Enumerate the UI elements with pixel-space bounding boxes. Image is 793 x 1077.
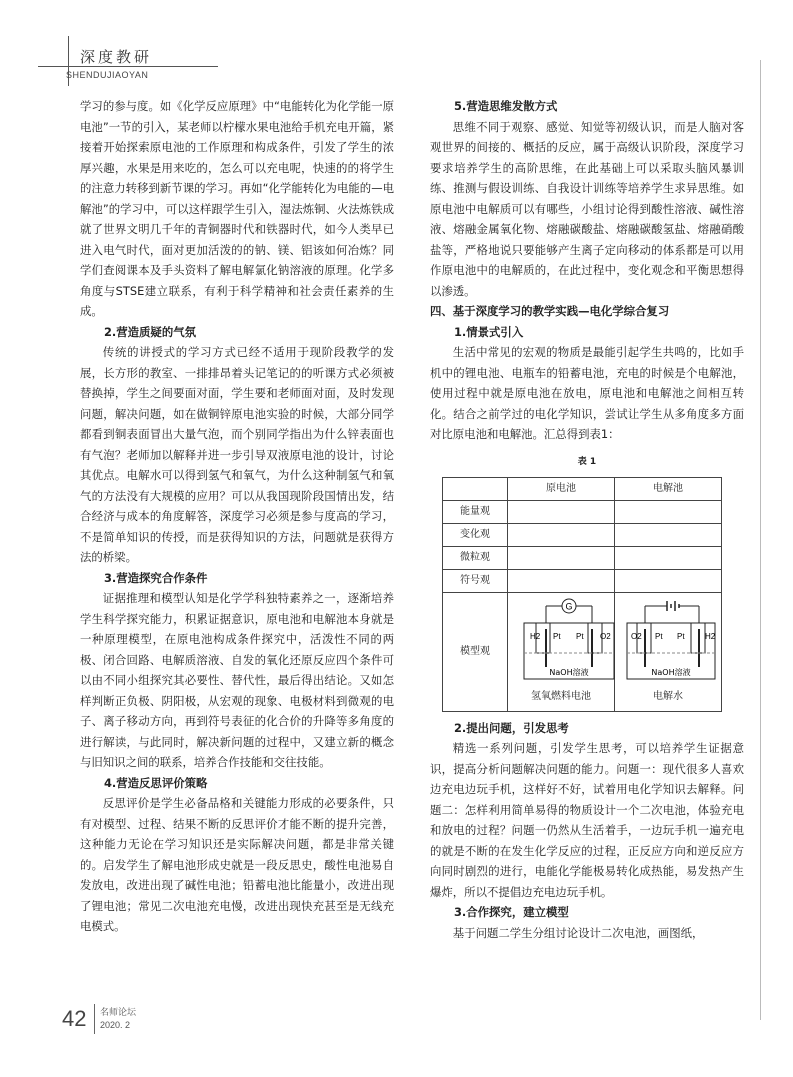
svg-text:Pt: Pt [576,631,584,641]
table-header-row [443,477,722,500]
electrolysis-diagram [621,595,721,687]
svg-text:NaOH溶液: NaOH溶液 [651,667,691,677]
table-row-header: 模型观 [443,592,508,711]
section-heading: 5.营造思维发散方式 [454,99,558,113]
svg-text:Pt: Pt [553,631,561,641]
table-row [443,546,722,569]
page-number: 42 [62,1006,87,1031]
section-heading: 3.合作探究，建立模型 [454,905,569,919]
header-subtitle: SHENDUJIAOYAN [66,70,149,80]
svg-text:Pt: Pt [655,631,663,641]
table-cell [615,523,722,546]
table-row-header: 符号观 [443,569,508,592]
svg-text:Pt: Pt [677,631,685,641]
table-col-header: 原电池 [508,477,615,500]
table-cell [508,500,615,523]
table-row-header: 变化观 [443,523,508,546]
paragraph: 传统的讲授式的学习方式已经不适用于现阶段教学的发展，长方形的教室、一排排昂着头记笔记的的听课方式必须被替换掉，学生之间要面对面，学生要和老师面对面，及时发现问题，解决问题，如在做铜锌原电池实验的时候，大部分同学都看到铜表面冒出大量气泡，而个别同学指出为什么锌表面也有气泡？老师加以解释并进一步引导双液原电池的设计，讨论其优点。电解水可以得到氢气和氧气，为什么这种制氢气和氧气的方法没有大规模的应用？可以从我国现阶段国情出发，结合经济与成本的角度解答，深度学习必须是参与度高的学习，不是简单知识的传授，而是获得知识的方法，问题就是获得方法的桥梁。 [80,345,394,564]
table-cell [508,592,615,711]
table-cell [615,500,722,523]
table-row [443,500,722,523]
table-caption: 表 1 [577,456,597,467]
footer-divider [94,1004,95,1034]
comparison-table [442,477,722,712]
table-row [443,592,722,711]
section-heading: 3.营造探究合作条件 [104,570,208,585]
table-row-header: 能量观 [443,500,508,523]
svg-text:H2: H2 [530,631,541,641]
table-cell [508,546,615,569]
right-column [430,96,744,943]
paragraph: 基于问题二学生分组讨论设计二次电池，画图纸， [452,925,704,940]
footer-magazine: 名师论坛 [100,1008,137,1018]
table-cell [508,523,615,546]
table-cell [615,569,722,592]
section-heading: 2.营造质疑的气氛 [104,324,196,339]
left-column [80,96,394,937]
header-title: 深度教研 [80,48,153,66]
section-heading: 4.营造反思评价策略 [104,775,208,790]
chapter-heading: 四、基于深度学习的教学实践—电化学综合复习 [430,304,670,318]
paragraph: 生活中常见的宏观的物质是最能引起学生共鸣的，比如手机中的锂电池、电瓶车的铅蓄电池，充电的时候是个电解池，使用过程中就是原电池在放电，原电池和电解池之间相互转化。结合之前学过的电化学知识，尝试让学生从多角度多方面对比原电池和电解池。汇总得到表1： [430,345,744,441]
table-row [443,523,722,546]
svg-text:NaOH溶液: NaOH溶液 [549,667,589,677]
table-row [443,569,722,592]
svg-text:G: G [565,601,573,611]
table-cell [508,569,615,592]
paragraph: 学习的参与度。如《化学反应原理》中“电能转化为化学能一原电池”一节的引入，某老师以柠檬水果电池给手机充电开篇，紧接着开始探索原电池的工作原理和构成条件，引发了学生的浓厚兴趣，水果是用来吃的，怎么可以充电呢，快速的的将学生的注意力转移到新节课的学习。再如“化学能转化为电能的—电解池”的学习中，可以这样跟学生引入，湿法炼铜、火法炼铁成就了世界文明几千年的青铜器时代和铁器时代，如今人类早已进入电气时代，面对更加活泼的的钠、镁、铝该如何冶炼？同学们查阅课本及手头资料了解电解氯化钠溶液的原理。化学多角度与STSE建立联系，有利于科学精神和社会责任素养的生成。 [80,99,394,318]
paragraph: 思维不同于观察、感觉、知觉等初级认识，而是人脑对客观世界的间接的、概括的反应，属于高级认识阶段，深度学习要求培养学生的高阶思维，在此基础上可以采取头脑风暴训练、推测与假设训练、自我设计训练等培养学生求异思维。如原电池中电解质可以有哪些，小组讨论得到酸性溶液、碱性溶液、熔融金属氧化物、熔融碳酸盐、熔融碳酸氢盐、熔融硝酸盐等，严格地说只要能够产生离子定向移动的体系都是可以用作原电池中的电解质的，在此过程中，变化观念和平衡思想得以渗透。 [430,119,744,298]
table-col-header: 电解池 [615,477,722,500]
svg-text:O2: O2 [600,631,611,641]
figure-caption: 电解水 [653,690,683,702]
table-row-header: 微粒观 [443,546,508,569]
svg-text:H2: H2 [705,631,716,641]
table-cell [615,592,722,711]
svg-text:O2: O2 [631,631,642,641]
fuel-cell-diagram [514,595,624,687]
table-cell [615,546,722,569]
figure-caption: 氢氧燃料电池 [531,690,591,702]
paragraph: 精选一系列问题，引发学生思考，可以培养学生证据意识，提高分析问题解决问题的能力。问题一：现代很多人喜欢边充电边玩手机，这样好不好，试着用电化学知识去解释。问题二：怎样利用简单易得的物质设计一个二次电池，体验充电和放电的过程？问题一仍然从生活着手，一边玩手机一遍充电的就是不断的在发生化学反应的过程，正反应方向和逆反应方向同时剧烈的进行，电能化学能极易转化成热能，易发热产生爆炸，所以不提倡边充电边玩手机。 [430,741,744,899]
paragraph: 证据推理和模型认知是化学学科独特素养之一，逐渐培养学生科学探究能力，积累证据意识，原电池和电解池本身就是一种原理模型，在原电池构成条件探究中，活泼性不同的两极、闭合回路、电解质溶液、自发的氧化还原反应四个条件可以由不同小组探究其必要性、替代性，最后得出结论。又如怎样判断正负极、阴阳极，从宏观的现象、电极材料到微观的电子、离子移动方向，再到符号表征的化合价的升降等多角度的进行解读，与此同时，解决新问题的过程中，又建立新的概念与旧知识之间的联系，培养合作技能和交往技能。 [80,591,394,769]
section-heading: 1.情景式引入 [454,324,524,339]
right-edge-line [760,60,761,1020]
table-corner [443,477,508,500]
section-heading: 2.提出问题，引发思考 [454,720,569,735]
footer-issue: 2020. 2 [100,1020,131,1030]
paragraph: 反思评价是学生必备品格和关键能力形成的必要条件，只有对模型、过程、结果不断的反思评价才能不断的提升完善，这种能力无论在学习知识还是实际解决问题，都是非常关键的。启发学生了解电池形成史就是一段反思史，酸性电池易自发放电，改进出现了碱性电池；铅蓄电池比能量小，改进出现了锂电池；常见二次电池充电慢，改进出现快充甚至是无线充电模式。 [80,796,394,933]
